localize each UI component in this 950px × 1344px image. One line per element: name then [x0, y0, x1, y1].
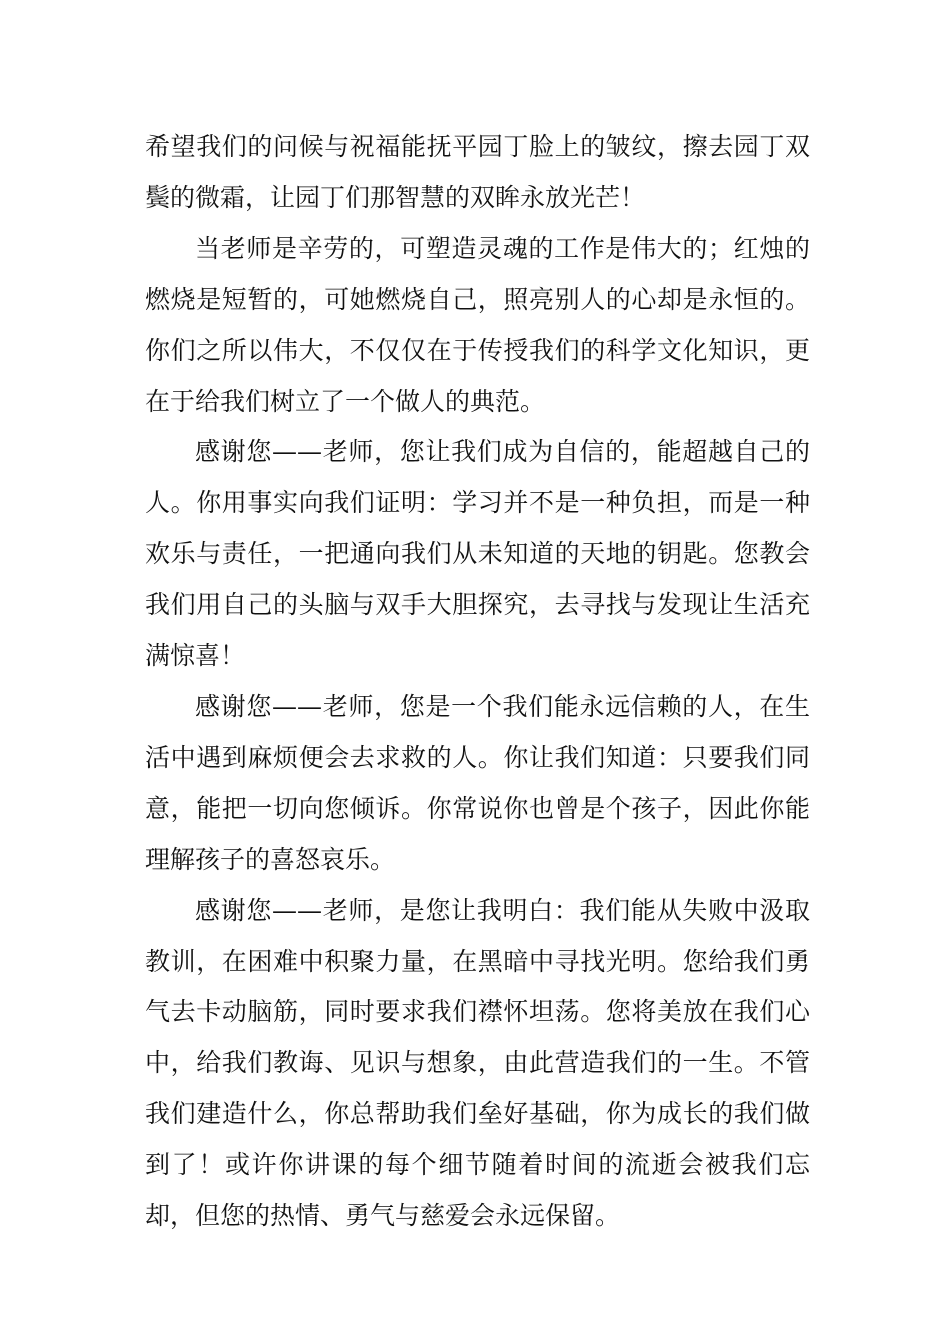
paragraph-4: 感谢您——老师，您是一个我们能永远信赖的人，在生活中遇到麻烦便会去求救的人。你让我们知道：只要我们同意，能把一切向您倾诉。你常说你也曾是个孩子，因此你能理解孩子的喜怒哀乐。: [145, 691, 810, 874]
paragraph-5: 感谢您——老师，是您让我明白：我们能从失败中汲取教训，在困难中积聚力量，在黑暗中寻找光明。您给我们勇气去卡动脑筋，同时要求我们襟怀坦荡。您将美放在我们心中，给我们教诲、见识与想象，由此营造我们的一生。不管我们建造什么，你总帮助我们垒好基础，你为成长的我们做到了！或许你讲课的每个细节随着时间的流逝会被我们忘却，但您的热情、勇气与慈爱会永远保留。: [145, 895, 810, 1231]
paragraph-3: 感谢您——老师，您让我们成为自信的，能超越自己的人。你用事实向我们证明：学习并不是一种负担，而是一种欢乐与责任，一把通向我们从未知道的天地的钥匙。您教会我们用自己的头脑与双手大胆探究，去寻找与发现让生活充满惊喜！: [145, 437, 810, 671]
paragraph-1: 希望我们的问候与祝福能抚平园丁脸上的皱纹，擦去园丁双鬓的微霜，让园丁们那智慧的双眸永放光芒！: [145, 132, 810, 212]
document-body: [145, 122, 810, 1242]
paragraph-2: 当老师是辛劳的，可塑造灵魂的工作是伟大的；红烛的燃烧是短暂的，可她燃烧自己，照亮别人的心却是永恒的。你们之所以伟大，不仅仅在于传授我们的科学文化知识，更在于给我们树立了一个做人的典范。: [145, 233, 810, 416]
